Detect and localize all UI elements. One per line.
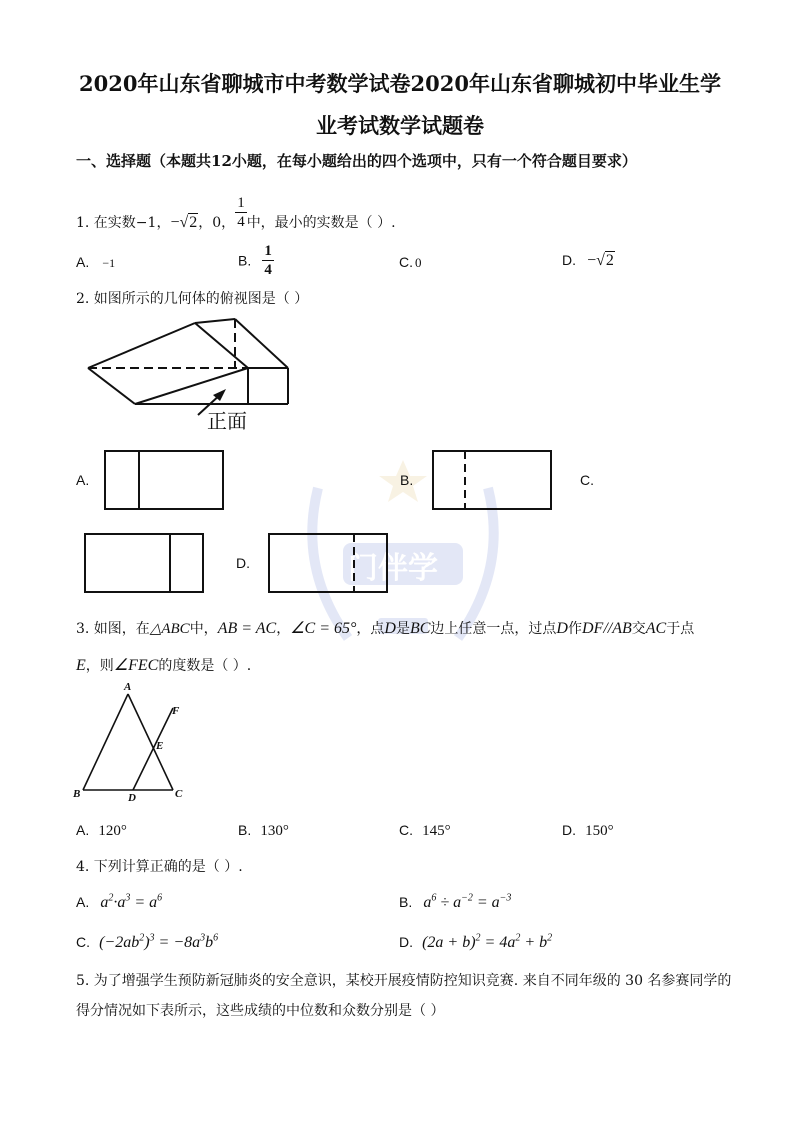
q1-a-value: −1 (102, 256, 116, 270)
q2-a-label[interactable]: A. (76, 472, 90, 488)
q3-comma: ， (276, 621, 291, 637)
q3-label-e: E (156, 740, 164, 752)
q2-d-label[interactable]: D. (236, 555, 250, 571)
q3-ac: AC (645, 620, 667, 637)
q1-option-c[interactable] (399, 252, 422, 271)
q3-d: D (384, 620, 396, 637)
q3-b-value: 130° (260, 823, 289, 839)
q3-t5: 边上任意一点，过点 (430, 621, 557, 637)
q2-solid-figure (80, 315, 300, 435)
question-2-stem: 2. 如图所示的几何体的俯视图是（ ） (76, 291, 309, 307)
q3-label-b: B (73, 788, 81, 800)
question-1-stem (76, 194, 396, 232)
question-3-line2 (76, 655, 251, 675)
q4-b-expression: $a^6 \div a^{-2} = a^{-3}$ (423, 892, 512, 911)
q3-t4: 是 (395, 621, 410, 637)
q3-label-f: F (172, 705, 180, 717)
q3-bc: BC (409, 620, 431, 637)
q3-t9: ，则 (85, 658, 114, 674)
q3-option-a[interactable] (76, 820, 127, 840)
question-5-line1: 5. 为了增强学生预防新冠肺炎的安全意识，某校开展疫情防控知识竞赛. 来自不同年级的 30 名参赛同学的 (76, 973, 732, 989)
q3-a-label: A. (76, 822, 90, 838)
q3-triangle: △ABC (149, 621, 190, 637)
q1-d-value: −√2 (587, 252, 614, 269)
q2-option-b-figure[interactable] (432, 450, 554, 512)
q4-a-expression: $a^2\cdot a^3 = a^6$ (100, 892, 163, 911)
q3-a-value: 120° (98, 823, 127, 839)
q4-c-expression: $(-2ab^2)^3 = -8a^3b^6$ (99, 932, 219, 951)
q1-frac-num: 1 (237, 194, 245, 211)
q1-a-label: A. (76, 254, 90, 270)
q3-b-label: B. (238, 822, 252, 838)
q4-option-d[interactable] (399, 932, 552, 952)
q1-b-label: B. (238, 252, 252, 269)
q3-parallel: DF//AB (581, 620, 632, 637)
q3-d-label: D. (562, 822, 576, 838)
q4-option-a[interactable] (76, 892, 162, 912)
q1-prefix: 1. 在实数−1， (76, 215, 171, 231)
question-5-line2: 得分情况如下表所示，这些成绩的中位数和众数分别是（ ） (76, 1003, 445, 1019)
q2-c-label[interactable]: C. (580, 472, 594, 488)
q3-c-label: C. (399, 822, 413, 838)
q1-suffix: 中，最小的实数是（ ）. (246, 215, 396, 231)
q3-eq: AB = AC (217, 620, 277, 637)
q1-mid: ，0， (198, 215, 236, 231)
q4-a-label: A. (76, 894, 90, 910)
q3-t10: 的度数是（ ）. (158, 658, 252, 674)
q3-t3: ，点 (356, 621, 385, 637)
page-title: 2020年山东省聊城市中考数学试卷2020年山东省聊城初中毕业生学 (79, 71, 721, 96)
q3-label-c: C (175, 788, 183, 800)
q4-b-label: B. (399, 894, 413, 910)
q1-sqrt-arg: 2 (189, 214, 198, 231)
q3-c-value: 145° (422, 823, 451, 839)
q1-fraction (235, 194, 247, 231)
q1-d-neg: − (587, 252, 597, 269)
q1-option-a[interactable] (76, 252, 115, 271)
q3-angle: ∠C = 65° (290, 620, 357, 637)
q2-option-d-figure[interactable] (268, 533, 390, 595)
q4-option-c[interactable] (76, 932, 218, 952)
q1-c-label: C. (399, 254, 413, 270)
q3-t7: 交 (631, 621, 646, 637)
question-4-stem: 4. 下列计算正确的是（ ）. (76, 859, 243, 875)
q3-t1: 3. 如图，在 (76, 621, 150, 637)
q3-option-c[interactable] (399, 820, 451, 840)
q3-t8: 于点 (666, 621, 695, 637)
q3-fec: ∠FEC (113, 657, 159, 674)
q1-b-den: 4 (264, 262, 272, 278)
q3-option-b[interactable] (238, 820, 289, 840)
q4-option-b[interactable] (399, 892, 511, 912)
q2-option-a-figure[interactable] (104, 450, 226, 512)
q3-label-a: A (124, 681, 132, 693)
q1-frac-den: 4 (237, 213, 245, 230)
page-title-cont: 业考试数学试题卷 (316, 113, 484, 138)
q1-d-label: D. (562, 252, 576, 268)
q3-d2: D (556, 620, 568, 637)
q3-t6: 作 (567, 621, 582, 637)
q2-option-c-figure[interactable] (84, 533, 206, 595)
q3-d-value: 150° (585, 823, 614, 839)
q4-d-expression: $(2a + b)^2 = 4a^2 + b^2$ (422, 932, 553, 951)
q2-b-label[interactable]: B. (400, 472, 414, 488)
q1-option-b[interactable] (238, 242, 274, 279)
watermark-text: 门伴学 (348, 551, 438, 586)
section-heading: 一、选择题（本题共12小题，在每小题给出的四个选项中，只有一个符合题目要求） (76, 152, 637, 170)
q1-c-value: 0 (415, 255, 422, 270)
q1-d-arg: 2 (605, 252, 614, 269)
q4-d-label: D. (399, 934, 413, 950)
q4-c-label: C. (76, 934, 90, 950)
q1-b-num: 1 (264, 243, 272, 259)
q3-option-d[interactable] (562, 820, 614, 840)
q1-neg: − (170, 214, 180, 231)
question-3-line1 (76, 618, 694, 638)
q1-b-fraction (262, 242, 274, 279)
q1-option-d[interactable] (562, 250, 615, 270)
q3-e: E (76, 657, 86, 674)
q1-neg-sqrt2: −√2 (170, 214, 198, 231)
q3-label-d: D (128, 792, 136, 804)
q2-front-label: 正面 (207, 409, 247, 433)
q3-t2: 中， (189, 621, 218, 637)
